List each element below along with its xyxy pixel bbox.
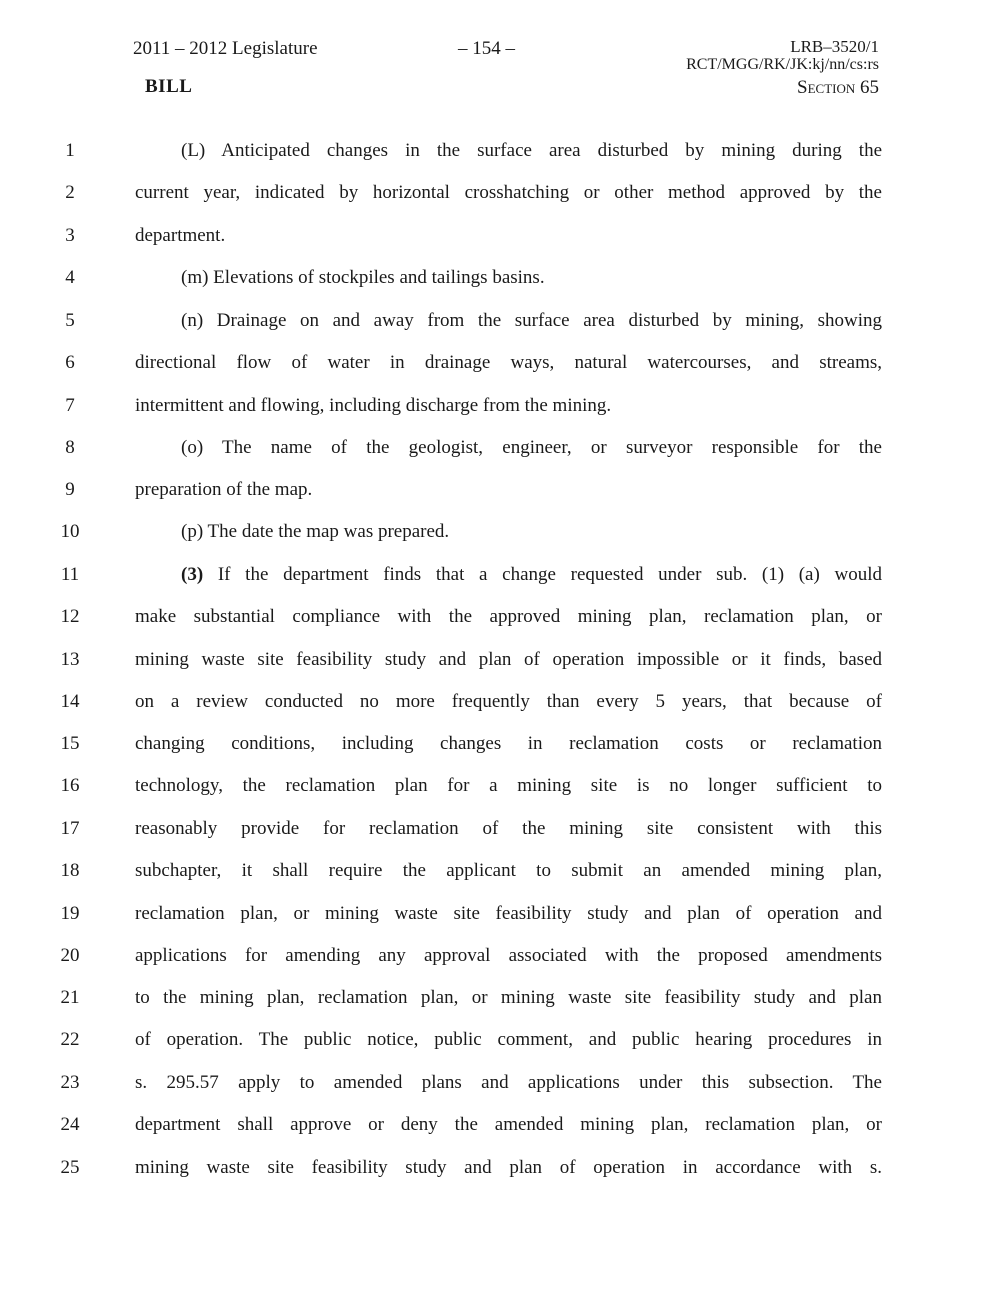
line-text: (p) The date the map was prepared.: [181, 521, 450, 542]
text-line: [0, 437, 1000, 479]
line-number: 18: [60, 860, 80, 881]
line-text: (m) Elevations of stockpiles and tailings basins.: [181, 267, 545, 288]
line-text: to the mining plan, reclamation plan, or mining waste site feasibility study and plan: [135, 987, 882, 1008]
line-number: 19: [60, 903, 80, 924]
line-text: s. 295.57 apply to amended plans and applications under this subsection. The: [135, 1072, 882, 1093]
line-text: reasonably provide for reclamation of the mining site consistent with this: [135, 818, 882, 839]
text-line: [0, 733, 1000, 775]
line-number: 4: [65, 267, 75, 288]
line-text: [181, 564, 882, 586]
text-line: [0, 521, 1000, 563]
text-line: [0, 140, 1000, 182]
line-text: directional flow of water in drainage ways, natural watercourses, and streams,: [135, 352, 882, 373]
line-text: department.: [135, 225, 226, 246]
line-text: (n) Drainage on and away from the surface area disturbed by mining, showing: [181, 310, 882, 331]
text-line: [0, 606, 1000, 648]
section-label: Section 65: [797, 77, 879, 98]
line-number: 15: [60, 733, 80, 754]
line-number: 12: [60, 606, 80, 627]
line-number: 8: [65, 437, 75, 458]
line-number: 2: [65, 182, 75, 203]
line-text: mining waste site feasibility study and plan of operation impossible or it finds, based: [135, 649, 882, 670]
line-number: 17: [60, 818, 80, 839]
line-text: (o) The name of the geologist, engineer, or surveyor responsible for the: [181, 437, 882, 458]
line-text: of operation. The public notice, public comment, and public hearing procedures in: [135, 1029, 882, 1050]
line-text: preparation of the map.: [135, 479, 313, 500]
drafter-initials: RCT/MGG/RK/JK:kj/nn/cs:rs: [686, 56, 879, 73]
line-text: applications for amending any approval associated with the proposed amendments: [135, 945, 882, 966]
line-number: 1: [65, 140, 75, 161]
line-number: 25: [60, 1157, 80, 1178]
text-line: [0, 987, 1000, 1029]
line-number: 21: [60, 987, 80, 1008]
text-line: [0, 1072, 1000, 1114]
legislature-label: 2011 – 2012 Legislature: [133, 38, 318, 59]
line-text: subchapter, it shall require the applicant to submit an amended mining plan,: [135, 860, 882, 881]
text-line: [0, 775, 1000, 817]
line-number: 22: [60, 1029, 80, 1050]
line-text: reclamation plan, or mining waste site feasibility study and plan of operation and: [135, 903, 882, 924]
line-number: 13: [60, 649, 80, 670]
text-line: [0, 352, 1000, 394]
line-number: 20: [60, 945, 80, 966]
text-line: [0, 310, 1000, 352]
line-number: 3: [65, 225, 75, 246]
line-number: 14: [60, 691, 80, 712]
text-line: [0, 691, 1000, 733]
line-number: 24: [60, 1114, 80, 1135]
text-line: [0, 182, 1000, 224]
line-number: 16: [60, 775, 80, 796]
line-text: department shall approve or deny the amended mining plan, reclamation plan, or: [135, 1114, 882, 1135]
text-line: [0, 860, 1000, 902]
text-line: [0, 649, 1000, 691]
text-line: [0, 818, 1000, 860]
text-line: [0, 395, 1000, 437]
text-line: [0, 564, 1000, 606]
line-number: 11: [60, 564, 80, 585]
line-number: 23: [60, 1072, 80, 1093]
text-line: [0, 479, 1000, 521]
line-text: intermittent and flowing, including discharge from the mining.: [135, 395, 612, 416]
line-number: 6: [65, 352, 75, 373]
line-text: current year, indicated by horizontal crosshatching or other method approved by the: [135, 182, 882, 203]
line-text: on a review conducted no more frequently than every 5 years, that because of: [135, 691, 882, 712]
line-text: technology, the reclamation plan for a mining site is no longer sufficient to: [135, 775, 882, 796]
line-text: make substantial compliance with the approved mining plan, reclamation plan, or: [135, 606, 882, 627]
line-number: 5: [65, 310, 75, 331]
text-line: [0, 1114, 1000, 1156]
line-number: 9: [65, 479, 75, 500]
line-number: 7: [65, 395, 75, 416]
line-text: changing conditions, including changes in reclamation costs or reclamation: [135, 733, 882, 754]
page-number: – 154 –: [458, 38, 515, 59]
doc-type-label: BILL: [145, 76, 193, 97]
text-line: [0, 903, 1000, 945]
subsection-marker: (3): [181, 564, 204, 585]
line-text: (L) Anticipated changes in the surface area disturbed by mining during the: [181, 140, 882, 161]
line-text-body: If the department finds that a change requested under sub. (1) (a) would: [203, 564, 882, 585]
lrb-number: LRB–3520/1: [790, 37, 879, 56]
line-text: mining waste site feasibility study and plan of operation in accordance with s.: [135, 1157, 882, 1178]
line-number: 10: [60, 521, 80, 542]
text-line: [0, 267, 1000, 309]
text-line: [0, 1157, 1000, 1199]
text-line: [0, 945, 1000, 987]
text-line: [0, 1029, 1000, 1071]
text-line: [0, 225, 1000, 267]
